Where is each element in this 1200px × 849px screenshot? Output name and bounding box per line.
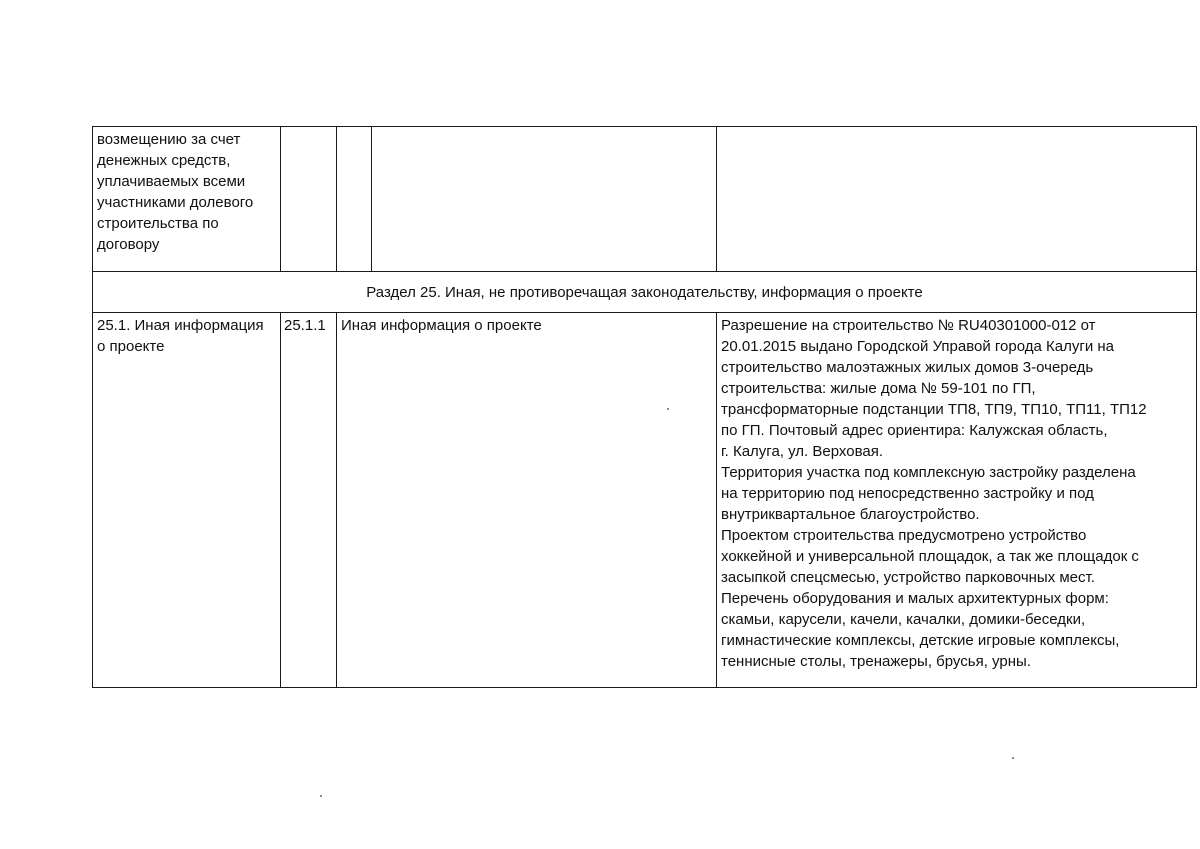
continuation-name-cell xyxy=(93,127,281,272)
scan-speck xyxy=(1012,757,1014,759)
disclosure-table xyxy=(92,126,1197,688)
continuation-name-text: возмещению за счет денежных средств, уплачиваемых всеми участниками долевого строительства по договору xyxy=(97,131,254,253)
info-row xyxy=(93,313,1197,688)
section-title-cell xyxy=(93,272,1197,313)
section-header-row xyxy=(93,272,1197,313)
continuation-label-cell xyxy=(337,127,717,272)
scan-speck xyxy=(320,795,322,797)
info-name: 25.1. Иная информация о проекте xyxy=(97,317,264,355)
scan-speck xyxy=(667,408,669,410)
continuation-label-content xyxy=(372,127,716,271)
info-name-cell xyxy=(93,313,281,688)
info-value: Разрешение на строительство № RU40301000-012 от 20.01.2015 выдано Городской Управой города Калуги на строительство малоэтажных жилых домов 3-очередь строительства: жилые дома № 59-101 по ГП, трансформаторные подстанции ТП8, ТП9, ТП10, ТП11, ТП12 по ГП. Почтовый адрес ориентира: Калужская область, г. Калуга, ул. Верховая. Территория участка под комплексную застройку разделена на территорию под непосредственно застройку и под внутриквартальное благоустройство. Проектом строительства предусмотрено устройство хоккейной и универсальной площадок, а так же площадок с засыпкой спецсмесью, устройство парковочных мест. Перечень оборудования и малых архитектурных форм: скамьи, карусели, качели, качалки, домики-беседки, гимнастические комплексы, детские игровые комплексы, теннисные столы, тренажеры, брусья, урны. xyxy=(721,317,1147,670)
continuation-code-cell xyxy=(281,127,337,272)
continuation-sub-column xyxy=(337,127,372,271)
continuation-value-cell xyxy=(717,127,1197,272)
info-code-cell xyxy=(281,313,337,688)
section-title: Раздел 25. Иная, не противоречащая законодательству, информация о проекте xyxy=(366,283,923,301)
info-label-cell xyxy=(337,313,717,688)
continuation-row xyxy=(93,127,1197,272)
info-value-cell xyxy=(717,313,1197,688)
info-code: 25.1.1 xyxy=(284,317,326,334)
info-label: Иная информация о проекте xyxy=(341,317,542,334)
continuation-label-split xyxy=(337,127,716,271)
